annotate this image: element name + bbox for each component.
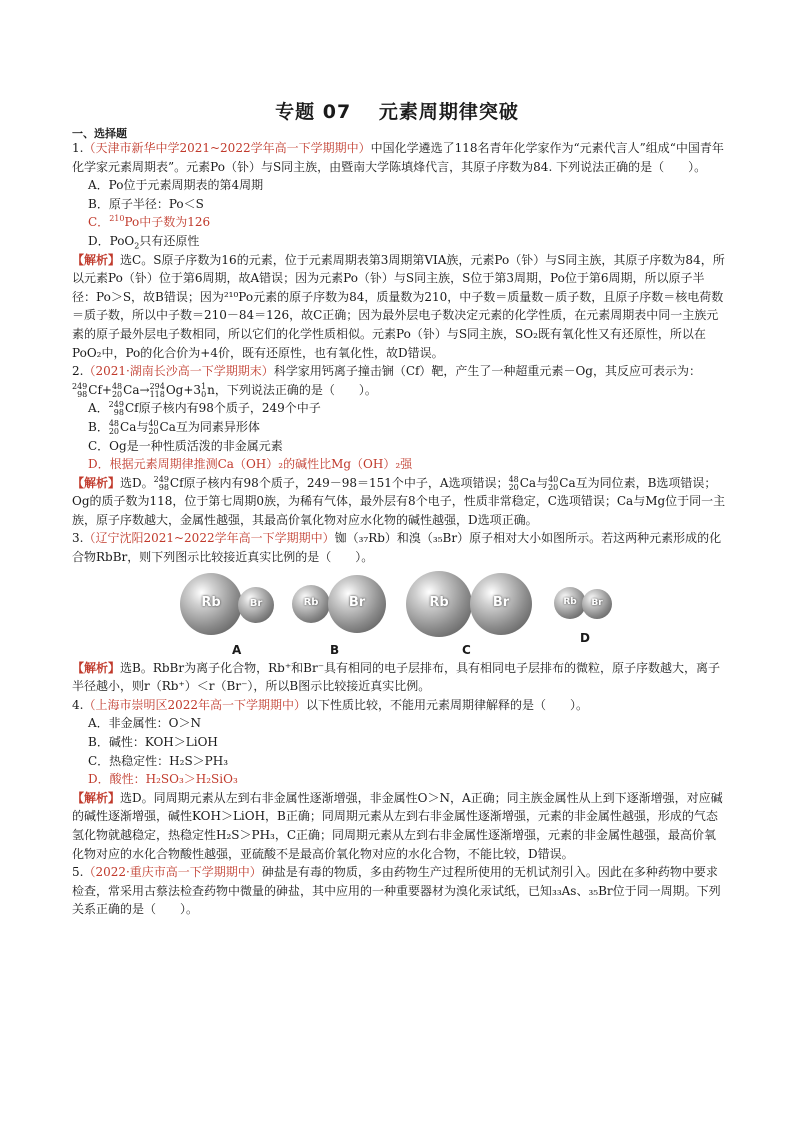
question-3-analysis: 【解析】选B。RbBr为离子化合物，Rb⁺和Br⁻具有相同的电子层排布，具有相同电子层排布的微粒，原子序数越大，离子半径越小，则r（Rb⁺）＜r（Br⁻），所以B图示比较接近真实比例。 <box>72 660 721 694</box>
question-1-source: （天津市新华中学2021~2022学年高一下学期期中） <box>83 141 371 155</box>
question-2-option-b: B． 48 20 Ca与 40 20 Ca互为同素异形体 <box>88 418 260 436</box>
question-4-option-d: D．酸性：H₂SO₃＞H₂SiO₃ <box>88 772 238 787</box>
br-atom-b: Br <box>328 575 386 633</box>
question-1-stem: 1.（天津市新华中学2021~2022学年高一下学期期中）中国化学遴选了118名青年化学家作为“元素代言人”组成“中国青年化学家元素周期表”。元素Po（钋）与S同主族，由暨南大学陈填烽代言，其原子序数为84. 下列说法正确的是（ ）。 <box>72 141 724 174</box>
question-4-analysis: 【解析】选D。同周期元素从左到右非金属性逐渐增强，非金属性O＞N，A正确；同主族金属性从上到下逐渐增强，对应碱的碱性逐渐增强，碱性KOH＞LiOH，B正确；同周期元素从左到右非金属性逐渐增强，元素的非金属性越强，形成的气态氢化物就越稳定，热稳定性H₂S＞PH₃，C正确；同周期元素从左到右非金属性逐渐增强，元素的非金属性越强，最高价氧化物对应的水化合物酸性越强，亚硫酸不是最高价氧化物对应的水化合物，不能比较，D错误。 <box>72 790 723 861</box>
question-5-source: （2022·重庆市高一下学期期中） <box>83 865 262 880</box>
br-atom-c: Br <box>470 573 532 635</box>
question-2-option-d: D．根据元素周期律推测Ca（OH）₂的碱性比Mg（OH）₂强 <box>88 457 413 472</box>
question-4-option-c: C．热稳定性：H₂S＞PH₃ <box>88 753 229 768</box>
rb-atom-b: Rb <box>292 585 330 623</box>
question-3-stem: 3.（辽宁沈阳2021~2022学年高一下学期期中）铷（₃₇Rb）和溴（₃₅Br）原子相对大小如图所示。若这两种元素形成的化合物RbBr，则下列图示比较接近真实比例的是（ ）。 <box>72 531 722 565</box>
question-4-option-b: B．碱性：KOH＞LiOH <box>88 735 218 750</box>
question-1-option-c: C．$^{210}$Po中子数为126 <box>88 214 211 230</box>
nuclear-reaction-equation: 249 98 Cf+ 48 20 Ca→ 294 118 Og+3 1 0 n <box>72 381 215 399</box>
page-title: 专题 07 元素周期律突破 <box>275 101 519 123</box>
question-2-analysis: 【解析】选D。 249 98 Cf原子核内有98个质子，249－98＝151个中子，A选项错误； 48 20 Ca与 40 20 Ca互为同位素，B选项错误；Og的质子数为118，位于第七周期0族，为稀有气体，最外层有8个电子，性质非常稳定，C选项错误；Ca与Mg位于同一主族，原子序数越大，金属性越强，其最高价氧化物对应水化物的碱性越强，D选项正确。 <box>72 474 726 527</box>
rb-atom-c: Rb <box>406 571 472 637</box>
question-3-source: （辽宁沈阳2021~2022学年高一下学期期中） <box>83 531 335 546</box>
question-2-source: （2021·湖南长沙高一下学期期末） <box>83 364 274 379</box>
question-5-stem: 5.（2022·重庆市高一下学期期中）砷盐是有毒的物质，多由药物生产过程所使用的无机试剂引入。因此在多种药物中要求检查，常采用古蔡法检查药物中微量的砷盐，其中应用的一种重要器材为溴化汞试纸，已知₃₃As、₃₅Br位于同一周期。下列关系正确的是（ ）。 <box>72 865 721 917</box>
question-2-option-a: A． 249 98 Cf原子核内有98个质子，249个中子 <box>88 400 321 418</box>
rb-atom-d: Rb <box>554 587 586 619</box>
question-4-stem: 4.（上海市崇明区2022年高一下学期期中）以下性质比较，不能用元素周期律解释的是（ ）。 <box>72 697 589 712</box>
br-atom-d: Br <box>582 589 612 619</box>
question-2-option-c: C．Og是一种性质活泼的非金属元素 <box>88 438 283 453</box>
br-atom-a: Br <box>238 587 274 623</box>
rb-atom-a: Rb <box>180 573 242 635</box>
figure-label-d: D <box>580 630 590 645</box>
question-list <box>72 139 727 919</box>
question-4-option-a: A．非金属性：O＞N <box>88 716 202 731</box>
question-4-source: （上海市崇明区2022年高一下学期期中） <box>83 697 306 712</box>
question-1-option-b: B．原子半径：Po＜S <box>88 196 204 211</box>
figure-label-c: C <box>462 642 471 657</box>
question-1-option-a: A．Po位于元素周期表的第4周期 <box>88 178 264 193</box>
figure-label-a: A <box>232 642 242 657</box>
question-1-option-d: D．PoO$_2$只有还原性 <box>88 233 200 251</box>
question-2-stem: 2.（2021·湖南长沙高一下学期期末）科学家用钙离子撞击锎（Cf）靶，产生了一种超重元素－Og，其反应可表示为： 249 98 Cf+ 48 20 Ca→ 294 118 Og+3 1 0 n，下列说法正确的是（ ）。 <box>72 364 701 399</box>
figure-label-b: B <box>330 642 340 657</box>
question-1-analysis: 【解析】选C。S原子序数为16的元素，位于元素周期表第3周期第VIA族，元素Po（钋）与S同主族，其原子序数为84，所以元素Po（钋）位于第6周期，故A错误；因为元素Po（钋）与S同主族，S位于第3周期，Po位于第6周期，所以原子半径：Po＞S，故B错误；因为²¹⁰Po元素的原子序数为84，质量数为210，中子数＝质量数－质子数，且原子序数＝核电荷数＝质子数，所以中子数＝210－84＝126，故C正确；因为最外层电子数决定元素的化学性质，在元素周期表中同一主族元素的原子最外层电子数相同，所以它们的化学性质相似。元素Po（钋）与S同主族，SO₂既有氧化性又有还原性，所以在PoO₂中，Po的化合价为+4价，既有还原性，也有氧化性，故D错误。 <box>72 252 725 360</box>
atom-size-figure <box>72 571 727 657</box>
section-heading: 一、选择题 <box>72 127 127 140</box>
